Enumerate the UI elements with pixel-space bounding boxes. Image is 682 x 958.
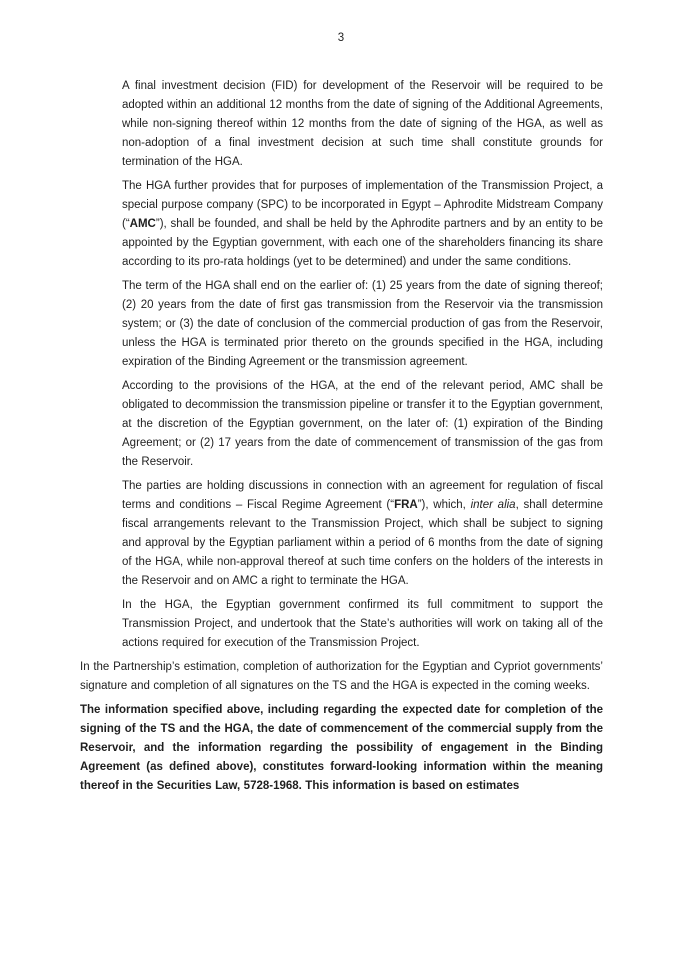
paragraph-text-segment: In the HGA, the Egyptian government confirmed its full commitment to support the Transmission Project, and undertook that the State’s authorities will work on taking all of the actions required for execution of the Transmission Project.: [122, 599, 603, 649]
paragraph-text-segment: The parties are holding discussions in connection with an agreement for regulation of fiscal terms and conditions – Fiscal Regime Agreement (“: [122, 480, 603, 511]
paragraph: [122, 77, 603, 172]
paragraph: [80, 701, 603, 796]
paragraph-text-segment: ”), which,: [417, 499, 471, 511]
paragraph-text-segment: , shall determine fiscal arrangements relevant to the Transmission Project, which shall be subject to signing and approval by the Egyptian parliament within a period of 6 months from the date of signing of the HGA, while non-approval thereof at such time confers on the holders of the interests in the Reservoir and on AMC a right to terminate the HGA.: [122, 499, 604, 587]
paragraph-text-segment: ”), shall be founded, and shall be held by the Aphrodite partners and by an entity to be appointed by the Egyptian government, with each one of the shareholders financing its share according to its pro-rata holdings (yet to be determined) and under the same conditions.: [122, 218, 603, 268]
paragraph: [122, 177, 603, 272]
paragraph: [122, 596, 603, 653]
paragraph-text-segment: According to the provisions of the HGA, at the end of the relevant period, AMC shall be obligated to decommission the transmission pipeline or transfer it to the Egyptian government, at the discretion of the Egyptian government, on the later of: (1) expiration of the Binding Agreement; or (2) 17 years from the date of commencement of transmission of the gas from the Reservoir.: [122, 380, 603, 468]
paragraph-text-segment: The term of the HGA shall end on the earlier of: (1) 25 years from the date of signing thereof; (2) 20 years from the date of first gas transmission from the Reservoir via the transmission system; or (3) the date of conclusion of the commercial production of gas from the Reservoir, unless the HGA is terminated prior thereto on the grounds specified in the HGA, including expiration of the Binding Agreement or the transmission agreement.: [122, 280, 603, 368]
document-body: [80, 77, 603, 801]
page-number: 3: [337, 32, 345, 44]
paragraph-text-segment: FRA: [394, 499, 418, 511]
paragraph: [122, 477, 603, 591]
paragraph-text-segment: The information specified above, including regarding the expected date for completion of the signing of the TS and the HGA, the date of commencement of the commercial supply from the Reservoir, and the information regarding the possibility of engagement in the Binding Agreement (as defined above), constitutes forward-looking information within the meaning thereof in the Securities Law, 5728-1968. This information is based on estimates: [80, 704, 603, 792]
paragraph: [122, 277, 603, 372]
paragraph-text-segment: In the Partnership’s estimation, completion of authorization for the Egyptian and Cypriot governments’ signature and completion of all signatures on the TS and the HGA is expected in the coming weeks.: [80, 661, 603, 692]
paragraph-text-segment: AMC: [129, 218, 156, 230]
paragraph-text-segment: inter alia: [470, 499, 516, 511]
paragraph-text-segment: A final investment decision (FID) for development of the Reservoir will be required to be adopted within an additional 12 months from the date of signing of the Additional Agreements, while non-signing thereof within 12 months from the date of signing of the HGA, as well as non-adoption of a final investment decision at such time shall constitute grounds for termination of the HGA.: [122, 80, 603, 168]
paragraph: [122, 377, 603, 472]
paragraph: [80, 658, 603, 696]
paragraph-text-segment: The HGA further provides that for purposes of implementation of the Transmission Project, a special purpose company (SPC) to be incorporated in Egypt – Aphrodite Midstream Company (“: [122, 180, 603, 230]
